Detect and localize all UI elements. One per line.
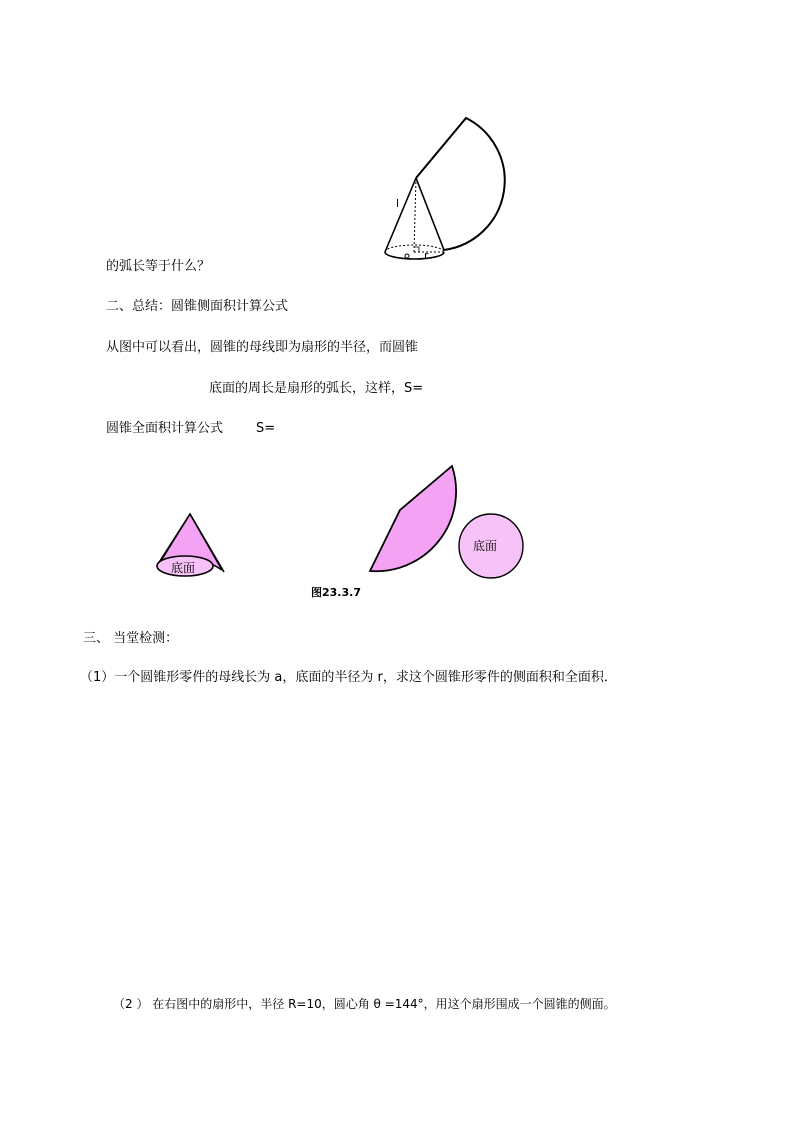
arc-question: 的弧长等于什么？ bbox=[106, 259, 211, 274]
summary-para-1: 从图中可以看出，圆锥的母线即为扇形的半径，而圆锥 bbox=[106, 340, 419, 355]
summary-para-2: 底面的周长是扇形的弧长，这样，S= bbox=[209, 381, 424, 396]
figure-caption: 图23.3.7 bbox=[311, 586, 361, 599]
question-1: （1）一个圆锥形零件的母线长为 a，底面的半径为 r，求这个圆锥形零件的侧面积和全面积． bbox=[80, 670, 617, 685]
radius-label: r bbox=[424, 249, 429, 262]
section-3-heading: 三、 当堂检测： bbox=[83, 631, 179, 646]
total-area-formula: 圆锥全面积计算公式 bbox=[106, 421, 224, 436]
question-2: （2 ） 在右图中的扇形中，半径 R=10，圆心角 θ =144°，用这个扇形围成一个圆锥的侧面。 bbox=[113, 997, 616, 1011]
cone-base-label: 底面 bbox=[171, 561, 196, 575]
summary-heading: 二、总结：圆锥侧面积计算公式 bbox=[106, 299, 289, 314]
circle-base-label: 底面 bbox=[473, 539, 498, 553]
total-area-s: S= bbox=[256, 421, 276, 436]
slant-height-label: l bbox=[396, 197, 400, 210]
pink-sector bbox=[370, 466, 456, 571]
